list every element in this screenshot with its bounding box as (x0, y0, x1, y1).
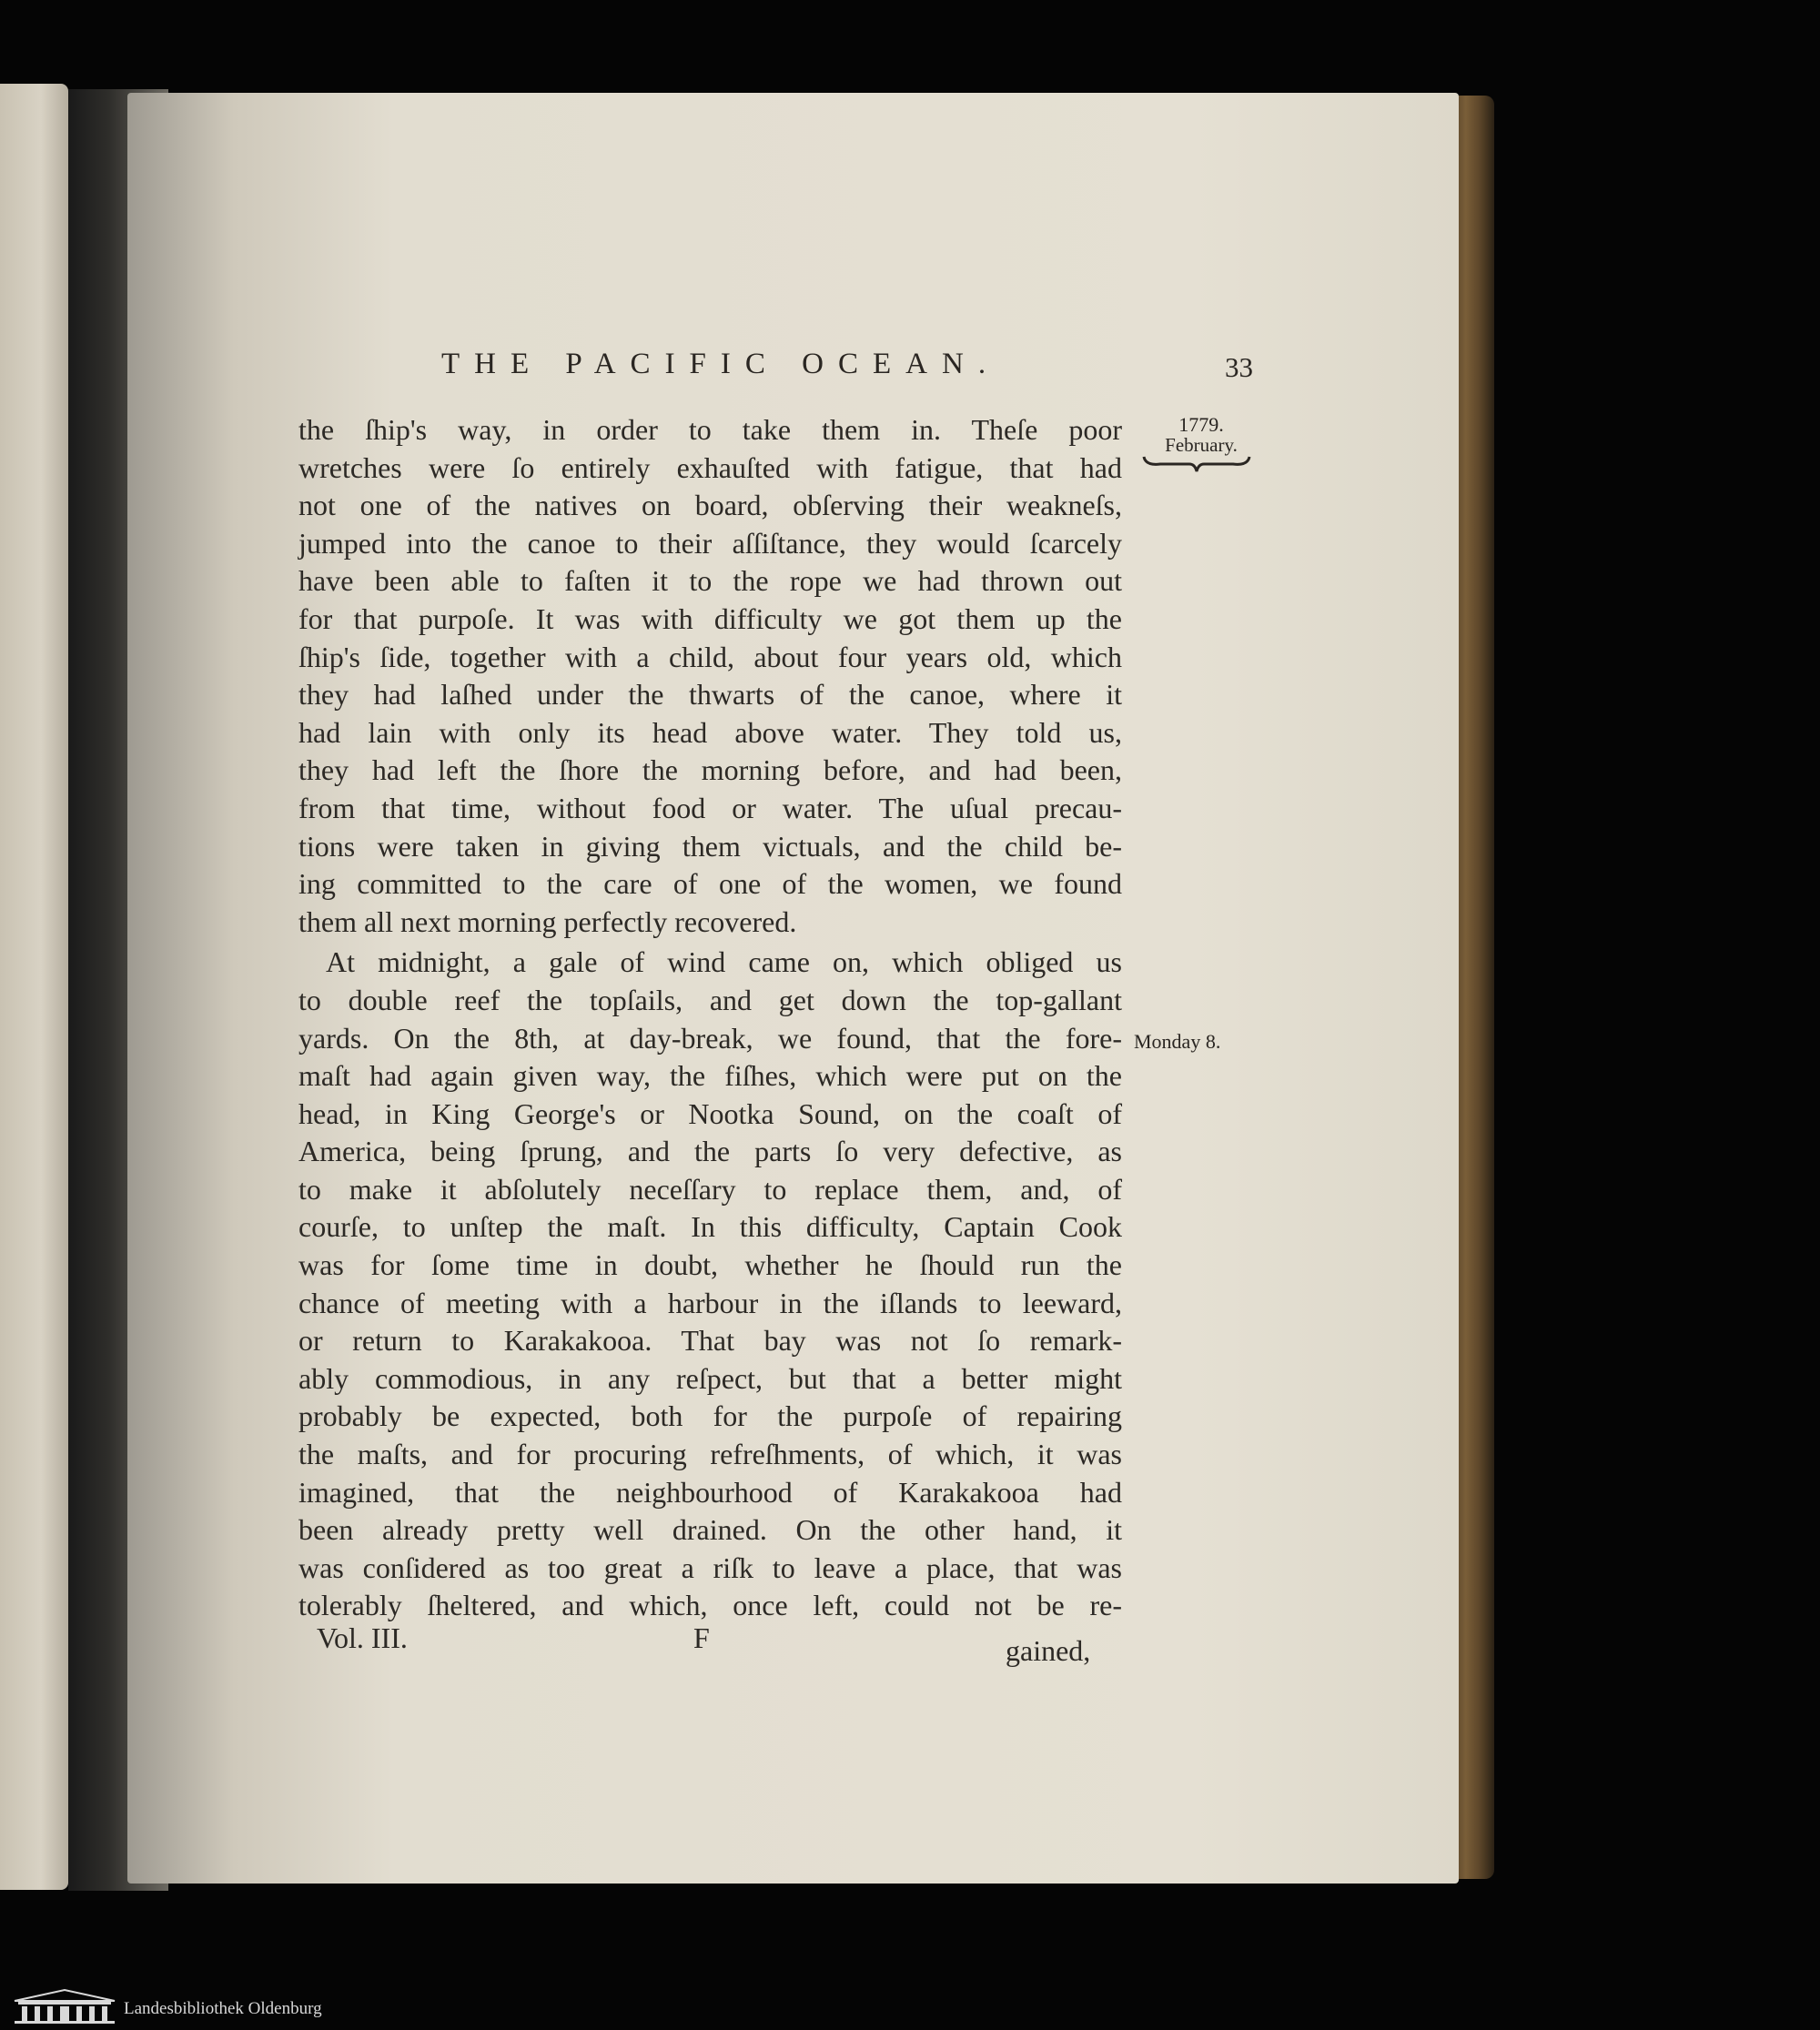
text-line: head, in King George's or Nootka Sound, on the coaſt of (298, 1096, 1122, 1130)
sidenote-year: 1779. (1178, 413, 1224, 436)
signature-mark: F (693, 1621, 710, 1654)
text-line: not one of the natives on board, obſerving their weakneſs, (298, 489, 1122, 522)
text-line: probably be expected, both for the purpoſe of repairing (298, 1399, 1122, 1433)
text-line: had lain with only its head above water. They told us, (298, 715, 1122, 749)
text-line: been already pretty well drained. On the other hand, it (298, 1513, 1122, 1547)
text-line: yards. On the 8th, at day-break, we found, that the fore- (298, 1021, 1122, 1055)
sidenote-day: Monday 8. (1134, 1030, 1221, 1053)
text-line: ſhip's ſide, together with a child, about four years old, which (298, 640, 1122, 673)
text-line: wretches were ſo entirely exhauſted with fatigue, that had (298, 450, 1122, 484)
text-line: the maſts, and for procuring refreſhments, of which, it was (298, 1438, 1122, 1471)
text-line: they had left the ſhore the morning before, and had been, (298, 753, 1122, 787)
paragraph-2 (298, 944, 1122, 1625)
text-line: At midnight, a gale of wind came on, which obliged us (326, 945, 1122, 979)
text-line: for that purpoſe. It was with difficulty we got them up the (298, 601, 1122, 635)
text-line: was conſidered as too great a riſk to leave a place, that was (298, 1550, 1122, 1584)
running-title: THE PACIFIC OCEAN. (441, 348, 1001, 380)
text-line: maſt had again given way, the fiſhes, which were put on the (298, 1059, 1122, 1093)
library-building-icon (11, 1988, 118, 2025)
facing-page-edge (0, 84, 68, 1890)
catchword: gained, (1006, 1634, 1091, 1667)
text-line: ably commodious, in any reſpect, but that a better might (298, 1361, 1122, 1395)
text-line: America, being ſprung, and the parts ſo very defective, as (298, 1135, 1122, 1168)
text-line: was for ſome time in doubt, whether he ſhould run the (298, 1248, 1122, 1282)
text-line: ing committed to the care of one of the women, we found (298, 867, 1122, 901)
text-line: to make it abſolutely neceſſary to replace them, and, of (298, 1172, 1122, 1206)
text-line: tions were taken in giving them victuals, and the child be- (298, 829, 1122, 863)
brace-icon (1142, 453, 1251, 475)
text-line: from that time, without food or water. The uſual precau- (298, 791, 1122, 824)
text-line: them all next morning perfectly recovered. (298, 904, 797, 938)
text-line: to double reef the topſails, and get down the top-gallant (298, 983, 1122, 1016)
text-line: jumped into the canoe to their aſſiſtance, they would ſcarcely (298, 526, 1122, 560)
text-line: or return to Karakakooa. That bay was not ſo remark- (298, 1324, 1122, 1358)
text-line: the ſhip's way, in order to take them in. Theſe poor (298, 413, 1122, 446)
page-footer (0, 1621, 1820, 1667)
text-line: chance of meeting with a harbour in the iſlands to leeward, (298, 1286, 1122, 1319)
sidenote-month: February. (1165, 434, 1238, 456)
paragraph-1 (298, 411, 1122, 941)
text-line: have been able to faſten it to the rope we had thrown out (298, 564, 1122, 598)
text-line: they had laſhed under the thwarts of the canoe, where it (298, 678, 1122, 712)
volume-label: Vol. III. (317, 1621, 408, 1654)
text-line: courſe, to unſtep the maſt. In this difficulty, Captain Cook (298, 1210, 1122, 1244)
library-name: Landesbibliothek Oldenburg (124, 1999, 322, 2018)
page-number: 33 (1225, 351, 1253, 383)
body-text (298, 411, 1122, 1625)
text-line: imagined, that the neighbourhood of Karakakooa had (298, 1475, 1122, 1509)
text-line: tolerably ſheltered, and which, once left, could not be re- (298, 1589, 1122, 1622)
